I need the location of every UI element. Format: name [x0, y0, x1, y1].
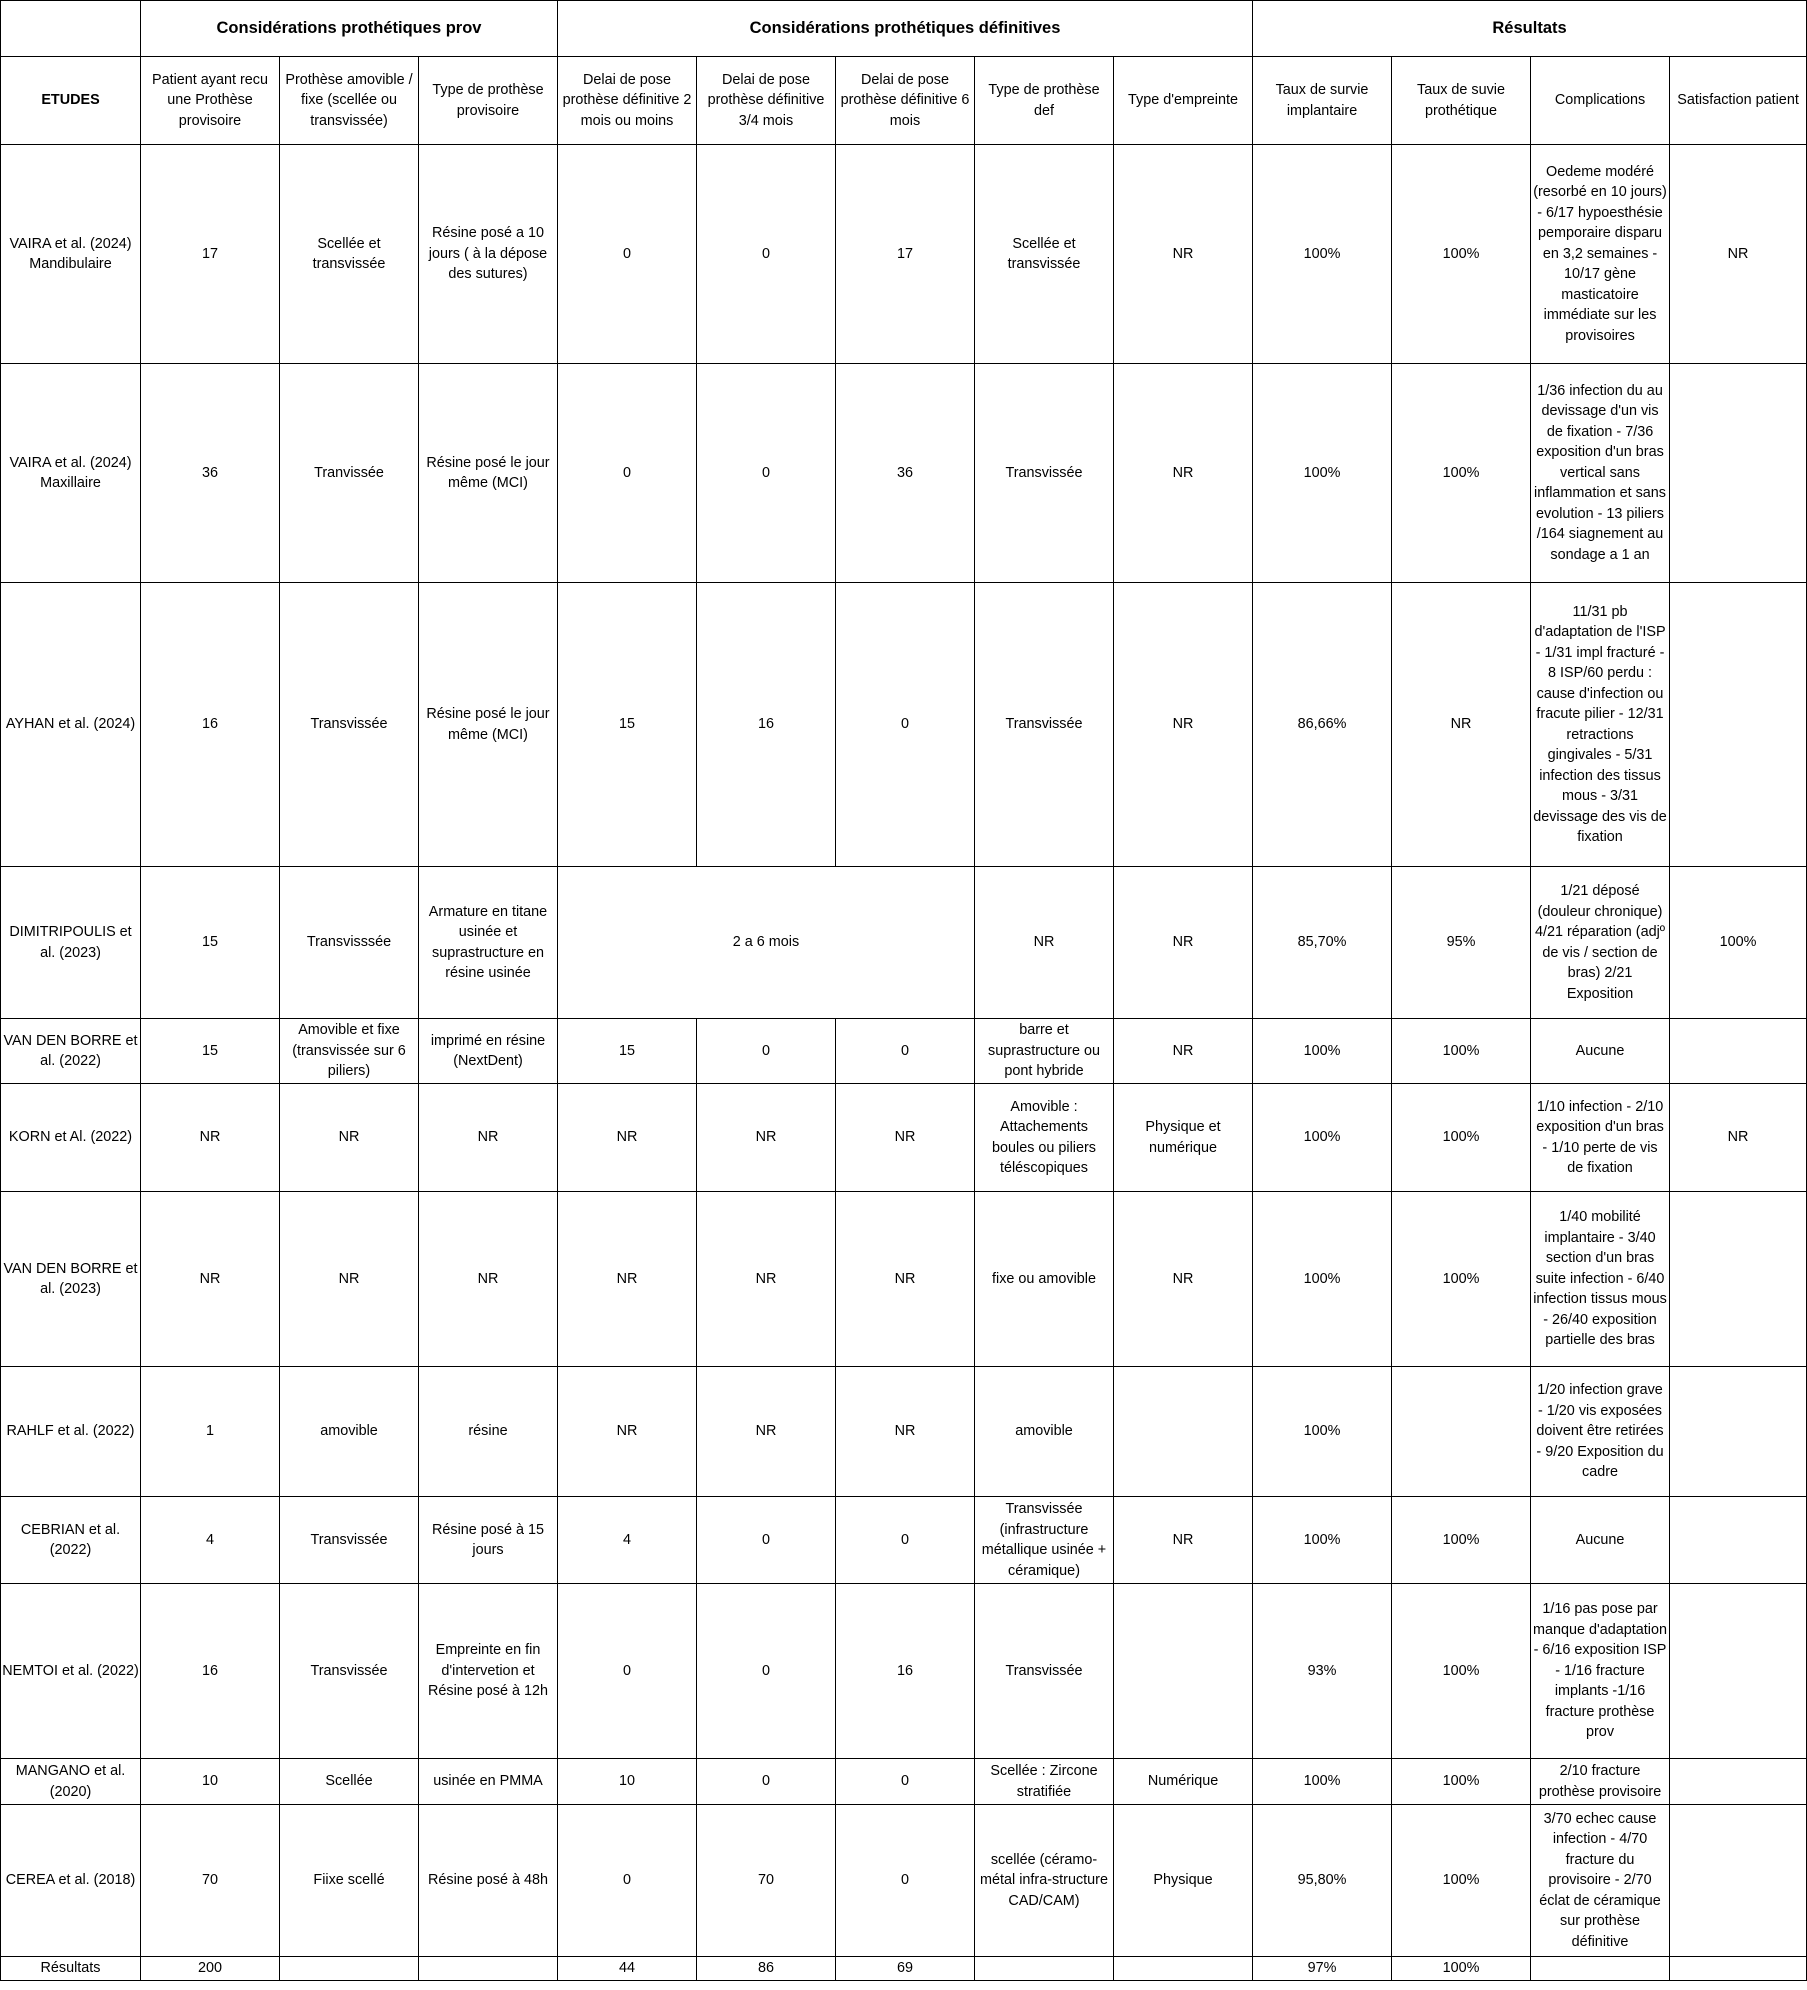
cell-complications: 1/10 infection - 2/10 exposition d'un bras - 1/10 perte de vis de fixation [1531, 1084, 1670, 1192]
cell-complications: Aucune [1531, 1497, 1670, 1584]
cell-survie-impl: 100% [1253, 145, 1392, 364]
column-header-delay-6: Delai de pose prothèse définitive 6 mois [836, 57, 975, 145]
cell-total-complications [1531, 1957, 1670, 1981]
cell-total-type-prov [419, 1957, 558, 1981]
column-header-empreinte: Type d'empreinte [1114, 57, 1253, 145]
column-header-survie-proth: Taux de suvie prothétique [1392, 57, 1531, 145]
cell-patients: 15 [141, 867, 280, 1019]
column-header-row [1, 57, 1807, 145]
cell-survie-impl: 100% [1253, 1497, 1392, 1584]
cell-delay-3-4: NR [697, 1367, 836, 1497]
cell-type-prov: usinée en PMMA [419, 1759, 558, 1805]
column-header-delay-2: Delai de pose prothèse définitive 2 mois ou moins [558, 57, 697, 145]
cell-delay-2: 4 [558, 1497, 697, 1584]
cell-totals-label: Résultats [1, 1957, 141, 1981]
cell-satisfaction: 100% [1670, 867, 1807, 1019]
cell-survie-impl: 100% [1253, 1019, 1392, 1084]
cell-complications: 2/10 fracture prothèse provisoire [1531, 1759, 1670, 1805]
cell-type-def: Scellée et transvissée [975, 145, 1114, 364]
table-row [1, 145, 1807, 364]
cell-patients: NR [141, 1084, 280, 1192]
cell-empreinte: NR [1114, 1192, 1253, 1367]
cell-total-delay-2: 44 [558, 1957, 697, 1981]
cell-patients: 70 [141, 1805, 280, 1957]
cell-delay-2: 0 [558, 1805, 697, 1957]
cell-empreinte [1114, 1367, 1253, 1497]
cell-delay-6: 0 [836, 1497, 975, 1584]
cell-survie-proth: 100% [1392, 1584, 1531, 1759]
column-header-survie-impl: Taux de survie implantaire [1253, 57, 1392, 145]
cell-type-prov: Résine posé le jour même (MCI) [419, 583, 558, 867]
table-row [1, 1019, 1807, 1084]
cell-study: DIMITRIPOULIS et al. (2023) [1, 867, 141, 1019]
group-header-prov: Considérations prothétiques prov [141, 1, 558, 57]
cell-fixation: Transvissée [280, 1497, 419, 1584]
cell-satisfaction [1670, 1759, 1807, 1805]
cell-delay-2: 0 [558, 145, 697, 364]
cell-delay-2: NR [558, 1367, 697, 1497]
cell-type-def: Amovible : Attachements boules ou piliers téléscopiques [975, 1084, 1114, 1192]
cell-study: VAN DEN BORRE et al. (2022) [1, 1019, 141, 1084]
cell-patients: NR [141, 1192, 280, 1367]
cell-fixation: NR [280, 1084, 419, 1192]
cell-type-def: NR [975, 867, 1114, 1019]
cell-patients: 16 [141, 1584, 280, 1759]
cell-patients: 15 [141, 1019, 280, 1084]
cell-delay-2: 15 [558, 1019, 697, 1084]
cell-type-prov: NR [419, 1192, 558, 1367]
cell-survie-proth: 100% [1392, 1497, 1531, 1584]
cell-type-prov: imprimé en résine (NextDent) [419, 1019, 558, 1084]
cell-empreinte: NR [1114, 867, 1253, 1019]
cell-type-def: Transvissée [975, 364, 1114, 583]
cell-empreinte: Numérique [1114, 1759, 1253, 1805]
cell-delay-6: 36 [836, 364, 975, 583]
cell-survie-impl: 100% [1253, 1192, 1392, 1367]
table-row [1, 1497, 1807, 1584]
cell-delay-6: 0 [836, 583, 975, 867]
table-row [1, 364, 1807, 583]
cell-empreinte: Physique [1114, 1805, 1253, 1957]
cell-total-survie-impl: 97% [1253, 1957, 1392, 1981]
cell-patients: 1 [141, 1367, 280, 1497]
cell-delay-6: 17 [836, 145, 975, 364]
cell-type-prov: Résine posé a 10 jours ( à la dépose des sutures) [419, 145, 558, 364]
cell-type-def: scellée (céramo-métal infra-structure CAD/CAM) [975, 1805, 1114, 1957]
cell-complications: 1/20 infection grave - 1/20 vis exposées doivent être retirées - 9/20 Exposition du cadre [1531, 1367, 1670, 1497]
cell-total-delay-3-4: 86 [697, 1957, 836, 1981]
cell-complications: 3/70 echec cause infection - 4/70 fracture du provisoire - 2/70 éclat de céramique sur prothèse définitive [1531, 1805, 1670, 1957]
cell-study: VAN DEN BORRE et al. (2023) [1, 1192, 141, 1367]
cell-survie-proth: 100% [1392, 1759, 1531, 1805]
cell-fixation: Scellée [280, 1759, 419, 1805]
cell-fixation: Transvissée [280, 1584, 419, 1759]
column-header-patients: Patient ayant recu une Prothèse provisoire [141, 57, 280, 145]
cell-delay-6: NR [836, 1367, 975, 1497]
cell-delay-3-4: NR [697, 1084, 836, 1192]
cell-delay-3-4: 70 [697, 1805, 836, 1957]
cell-delay-6: 0 [836, 1805, 975, 1957]
cell-satisfaction [1670, 1019, 1807, 1084]
cell-delay-2: NR [558, 1192, 697, 1367]
corner-cell [1, 1, 141, 57]
cell-delay-3-4: 0 [697, 1584, 836, 1759]
cell-type-prov: Résine posé le jour même (MCI) [419, 364, 558, 583]
cell-delay-merged: 2 a 6 mois [558, 867, 975, 1019]
cell-study: NEMTOI et al. (2022) [1, 1584, 141, 1759]
cell-total-patients: 200 [141, 1957, 280, 1981]
table-row [1, 1805, 1807, 1957]
cell-fixation: NR [280, 1192, 419, 1367]
cell-satisfaction [1670, 1367, 1807, 1497]
cell-complications: Aucune [1531, 1019, 1670, 1084]
cell-satisfaction [1670, 583, 1807, 867]
cell-study: RAHLF et al. (2022) [1, 1367, 141, 1497]
table-row [1, 583, 1807, 867]
cell-fixation: Amovible et fixe (transvissée sur 6 piliers) [280, 1019, 419, 1084]
table-row [1, 1084, 1807, 1192]
cell-satisfaction [1670, 364, 1807, 583]
cell-patients: 16 [141, 583, 280, 867]
cell-delay-6: NR [836, 1192, 975, 1367]
cell-fixation: Fiixe scellé [280, 1805, 419, 1957]
cell-survie-impl: 86,66% [1253, 583, 1392, 867]
cell-delay-3-4: 0 [697, 364, 836, 583]
cell-study: VAIRA et al. (2024) Mandibulaire [1, 145, 141, 364]
table-row [1, 1759, 1807, 1805]
cell-complications: 1/21 déposé (douleur chronique) 4/21 réparation (adjº de vis / section de bras) 2/21 Exposition [1531, 867, 1670, 1019]
cell-type-def: Transvissée [975, 583, 1114, 867]
cell-study: MANGANO et al. (2020) [1, 1759, 141, 1805]
cell-survie-proth: NR [1392, 583, 1531, 867]
column-header-type-prov: Type de prothèse provisoire [419, 57, 558, 145]
cell-survie-impl: 85,70% [1253, 867, 1392, 1019]
cell-delay-2: 0 [558, 1584, 697, 1759]
cell-type-prov: Résine posé à 48h [419, 1805, 558, 1957]
cell-total-delay-6: 69 [836, 1957, 975, 1981]
cell-delay-2: 10 [558, 1759, 697, 1805]
cell-total-empreinte [1114, 1957, 1253, 1981]
cell-type-prov: NR [419, 1084, 558, 1192]
cell-type-def: Transvissée [975, 1584, 1114, 1759]
cell-type-prov: Armature en titane usinée et suprastructure en résine usinée [419, 867, 558, 1019]
cell-study: CEBRIAN et al. (2022) [1, 1497, 141, 1584]
table-row [1, 1367, 1807, 1497]
cell-satisfaction: NR [1670, 145, 1807, 364]
group-header-results: Résultats [1253, 1, 1807, 57]
cell-complications: 11/31 pb d'adaptation de l'ISP - 1/31 impl fracturé - 8 ISP/60 perdu : cause d'infection ou fracute pilier - 12/31 retractions gingivales - 5/31 infection des tissus mous - 3/31 devissage des vis de fixation [1531, 583, 1670, 867]
cell-delay-3-4: 0 [697, 1759, 836, 1805]
cell-fixation: Scellée et transvissée [280, 145, 419, 364]
cell-survie-impl: 100% [1253, 364, 1392, 583]
cell-type-def: Scellée : Zircone stratifiée [975, 1759, 1114, 1805]
cell-type-def: amovible [975, 1367, 1114, 1497]
cell-total-satisfaction [1670, 1957, 1807, 1981]
table-row [1, 867, 1807, 1019]
group-header-row [1, 1, 1807, 57]
cell-delay-2: 0 [558, 364, 697, 583]
totals-row [1, 1957, 1807, 1981]
cell-satisfaction: NR [1670, 1084, 1807, 1192]
cell-patients: 36 [141, 364, 280, 583]
cell-total-type-def [975, 1957, 1114, 1981]
cell-type-prov: Empreinte en fin d'intervetion et Résine posé à 12h [419, 1584, 558, 1759]
cell-fixation: Transvisssée [280, 867, 419, 1019]
cell-survie-impl: 100% [1253, 1084, 1392, 1192]
cell-empreinte: NR [1114, 364, 1253, 583]
cell-type-prov: résine [419, 1367, 558, 1497]
cell-type-def: barre et suprastructure ou pont hybride [975, 1019, 1114, 1084]
cell-delay-2: NR [558, 1084, 697, 1192]
cell-survie-proth: 100% [1392, 1192, 1531, 1367]
cell-delay-6: 16 [836, 1584, 975, 1759]
cell-study: CEREA et al. (2018) [1, 1805, 141, 1957]
cell-complications: Oedeme modéré (resorbé en 10 jours) - 6/17 hypoesthésie pemporaire disparu en 3,2 semaines - 10/17 gène masticatoire immédiate sur les provisoires [1531, 145, 1670, 364]
cell-complications: 1/36 infection du au devissage d'un vis de fixation - 7/36 exposition d'un bras vertical sans inflammation et sans evolution - 13 piliers /164 siagnement au sondage a 1 an [1531, 364, 1670, 583]
cell-total-fixation [280, 1957, 419, 1981]
cell-patients: 10 [141, 1759, 280, 1805]
cell-survie-impl: 100% [1253, 1367, 1392, 1497]
column-header-fixation: Prothèse amovible / fixe (scellée ou transvissée) [280, 57, 419, 145]
cell-complications: 1/16 pas pose par manque d'adaptation - 6/16 exposition ISP - 1/16 fracture implants -1/16 fracture prothèse prov [1531, 1584, 1670, 1759]
cell-empreinte: NR [1114, 583, 1253, 867]
cell-empreinte: NR [1114, 1497, 1253, 1584]
table-row [1, 1192, 1807, 1367]
cell-type-def: Transvissée (infrastructure métallique usinée + céramique) [975, 1497, 1114, 1584]
column-header-delay-3-4: Delai de pose prothèse définitive 3/4 mois [697, 57, 836, 145]
cell-type-prov: Résine posé à 15 jours [419, 1497, 558, 1584]
cell-survie-proth: 100% [1392, 145, 1531, 364]
cell-survie-impl: 100% [1253, 1759, 1392, 1805]
cell-survie-proth: 100% [1392, 1805, 1531, 1957]
cell-empreinte [1114, 1584, 1253, 1759]
cell-fixation: amovible [280, 1367, 419, 1497]
cell-survie-impl: 95,80% [1253, 1805, 1392, 1957]
cell-delay-3-4: 0 [697, 145, 836, 364]
cell-empreinte: Physique et numérique [1114, 1084, 1253, 1192]
table-row [1, 1584, 1807, 1759]
cell-survie-proth [1392, 1367, 1531, 1497]
cell-empreinte: NR [1114, 145, 1253, 364]
cell-delay-3-4: NR [697, 1192, 836, 1367]
cell-patients: 4 [141, 1497, 280, 1584]
cell-patients: 17 [141, 145, 280, 364]
cell-satisfaction [1670, 1805, 1807, 1957]
cell-delay-6: 0 [836, 1759, 975, 1805]
cell-survie-proth: 100% [1392, 364, 1531, 583]
cell-type-def: fixe ou amovible [975, 1192, 1114, 1367]
cell-satisfaction [1670, 1497, 1807, 1584]
cell-survie-proth: 95% [1392, 867, 1531, 1019]
cell-study: VAIRA et al. (2024) Maxillaire [1, 364, 141, 583]
cell-survie-impl: 93% [1253, 1584, 1392, 1759]
cell-empreinte: NR [1114, 1019, 1253, 1084]
cell-survie-proth: 100% [1392, 1084, 1531, 1192]
cell-study: AYHAN et al. (2024) [1, 583, 141, 867]
cell-satisfaction [1670, 1192, 1807, 1367]
column-header-satisfaction: Satisfaction patient [1670, 57, 1807, 145]
cell-fixation: Tranvissée [280, 364, 419, 583]
column-header-type-def: Type de prothèse def [975, 57, 1114, 145]
cell-survie-proth: 100% [1392, 1019, 1531, 1084]
cell-study: KORN et Al. (2022) [1, 1084, 141, 1192]
cell-fixation: Transvissée [280, 583, 419, 867]
cell-total-survie-proth: 100% [1392, 1957, 1531, 1981]
cell-delay-3-4: 0 [697, 1497, 836, 1584]
cell-delay-6: 0 [836, 1019, 975, 1084]
column-header-complications: Complications [1531, 57, 1670, 145]
cell-delay-3-4: 16 [697, 583, 836, 867]
group-header-def: Considérations prothétiques définitives [558, 1, 1253, 57]
cell-satisfaction [1670, 1584, 1807, 1759]
cell-delay-6: NR [836, 1084, 975, 1192]
cell-complications: 1/40 mobilité implantaire - 3/40 section d'un bras suite infection - 6/40 infection tissus mous - 26/40 exposition partielle des bras [1531, 1192, 1670, 1367]
cell-delay-3-4: 0 [697, 1019, 836, 1084]
column-header-etudes: ETUDES [1, 57, 141, 145]
cell-delay-2: 15 [558, 583, 697, 867]
